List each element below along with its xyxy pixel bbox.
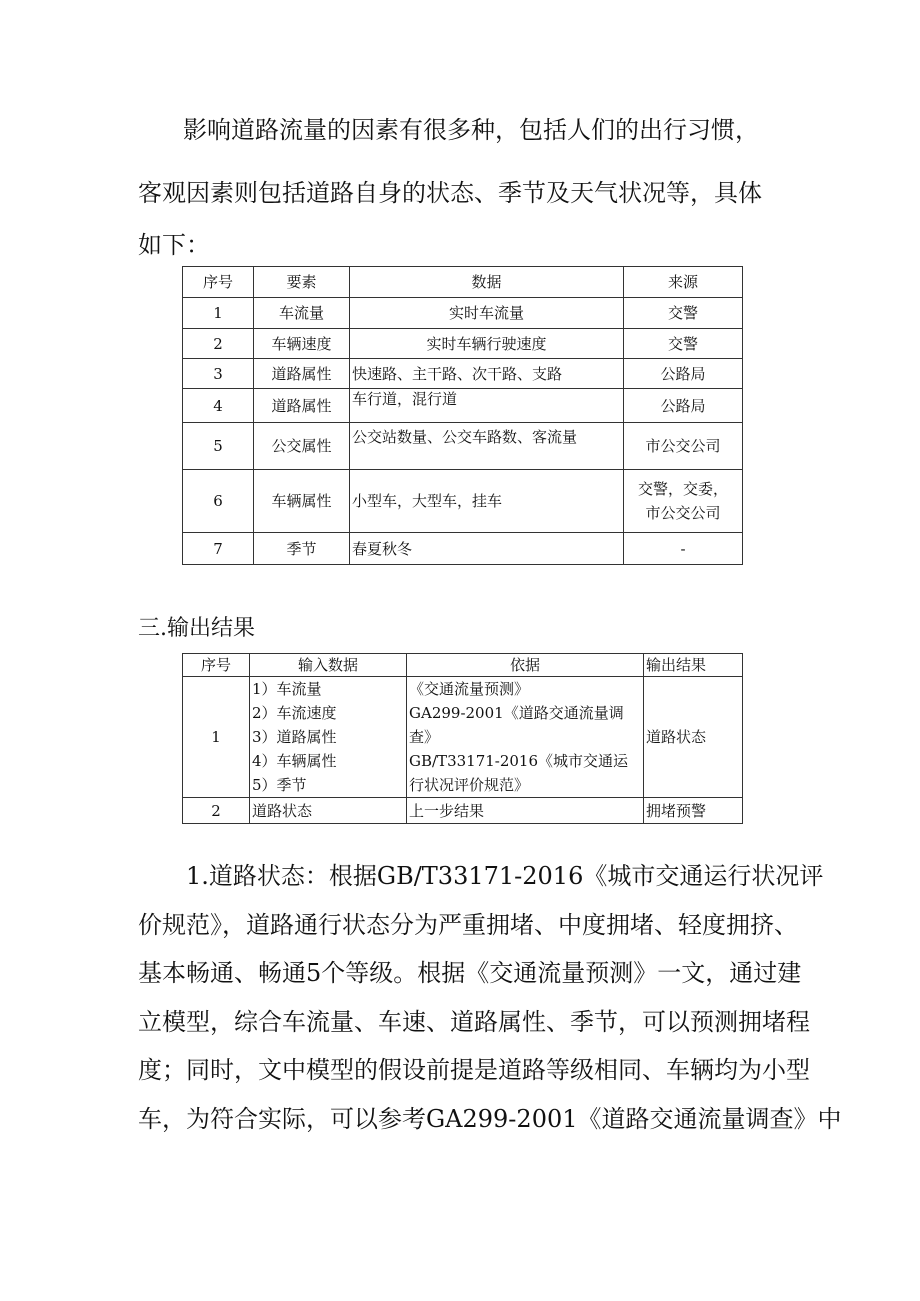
body-line-3: 基本畅通、畅通5个等级。根据《交通流量预测》一文，通过建	[138, 959, 802, 987]
basis-line: 查》	[409, 728, 440, 746]
row-factor: 公交属性	[254, 423, 350, 470]
table-row	[183, 533, 743, 565]
body-line-1: 1.道路状态：根据GB/T33171-2016《城市交通运行状况评	[186, 862, 824, 890]
row-no: 2	[183, 329, 254, 359]
row-no: 6	[183, 470, 254, 533]
row-input: 道路状态	[250, 798, 407, 824]
row-data: 快速路、主干路、次干路、支路	[350, 359, 624, 389]
row-result: 拥堵预警	[644, 798, 743, 824]
header-no: 序号	[183, 267, 254, 298]
row-data: 小型车，大型车，挂车	[350, 470, 624, 533]
factor-table-header	[183, 267, 743, 298]
row-source: 公路局	[624, 389, 743, 423]
basis-line: GB/T33171-2016《城市交通运	[409, 752, 629, 770]
row-source	[624, 470, 743, 533]
row-factor: 季节	[254, 533, 350, 565]
row-data: 实时车辆行驶速度	[350, 329, 624, 359]
intro-line-3: 如下：	[138, 231, 210, 259]
header-factor: 要素	[254, 267, 350, 298]
row-source: 公路局	[624, 359, 743, 389]
table-row	[183, 423, 743, 470]
input-item: 5）季节	[252, 776, 307, 794]
basis-line: 行状况评价规范》	[409, 776, 530, 794]
row-no: 4	[183, 389, 254, 423]
input-item: 1）车流量	[252, 680, 322, 698]
table-row	[183, 470, 743, 533]
body-line-2: 价规范》，道路通行状态分为严重拥堵、中度拥堵、轻度拥挤、	[138, 911, 798, 939]
row-data: 实时车流量	[350, 298, 624, 329]
header-source: 来源	[624, 267, 743, 298]
output-table-header	[183, 654, 743, 677]
header-input: 输入数据	[250, 654, 407, 677]
row-no: 5	[183, 423, 254, 470]
header-basis: 依据	[407, 654, 644, 677]
input-item: 4）车辆属性	[252, 752, 337, 770]
factor-table	[182, 266, 743, 565]
basis-line: GA299-2001《道路交通流量调	[409, 704, 624, 722]
row-basis	[407, 677, 644, 798]
row-factor: 车辆速度	[254, 329, 350, 359]
row-data: 车行道，混行道	[350, 389, 624, 423]
table-row	[183, 389, 743, 423]
table-row	[183, 677, 743, 798]
header-result: 输出结果	[644, 654, 743, 677]
row-source: 交警	[624, 329, 743, 359]
row-data: 春夏秋冬	[350, 533, 624, 565]
row-data: 公交站数量、公交车路数、客流量	[350, 423, 624, 470]
row-no: 3	[183, 359, 254, 389]
row-basis: 上一步结果	[407, 798, 644, 824]
source-line-1: 交警，交委，	[637, 480, 728, 498]
row-factor: 道路属性	[254, 389, 350, 423]
body-line-4: 立模型，综合车流量、车速、道路属性、季节，可以预测拥堵程	[138, 1008, 810, 1036]
basis-line: 《交通流量预测》	[409, 680, 530, 698]
section-title: 三.输出结果	[138, 616, 255, 641]
table-row	[183, 359, 743, 389]
body-line-5: 度；同时，文中模型的假设前提是道路等级相同、车辆均为小型	[138, 1056, 810, 1084]
intro-line-2: 客观因素则包括道路自身的状态、季节及天气状况等，具体	[138, 179, 762, 207]
row-no: 2	[183, 798, 250, 824]
row-no: 1	[183, 677, 250, 798]
row-inputs	[250, 677, 407, 798]
row-source: -	[624, 533, 743, 565]
input-item: 3）道路属性	[252, 728, 337, 746]
body-line-6: 车，为符合实际，可以参考GA299-2001《道路交通流量调查》中	[138, 1105, 842, 1133]
row-source: 市公交公司	[624, 423, 743, 470]
row-no: 1	[183, 298, 254, 329]
header-data: 数据	[350, 267, 624, 298]
intro-line-1: 影响道路流量的因素有很多种，包括人们的出行习惯，	[183, 116, 759, 144]
row-result: 道路状态	[644, 677, 743, 798]
table-row	[183, 798, 743, 824]
row-factor: 道路属性	[254, 359, 350, 389]
input-item: 2）车流速度	[252, 704, 337, 722]
row-factor: 车辆属性	[254, 470, 350, 533]
table-row	[183, 329, 743, 359]
row-source: 交警	[624, 298, 743, 329]
row-factor: 车流量	[254, 298, 350, 329]
row-no: 7	[183, 533, 254, 565]
header-no: 序号	[183, 654, 250, 677]
source-line-2: 市公交公司	[645, 504, 721, 522]
output-table	[182, 653, 743, 824]
table-row	[183, 298, 743, 329]
